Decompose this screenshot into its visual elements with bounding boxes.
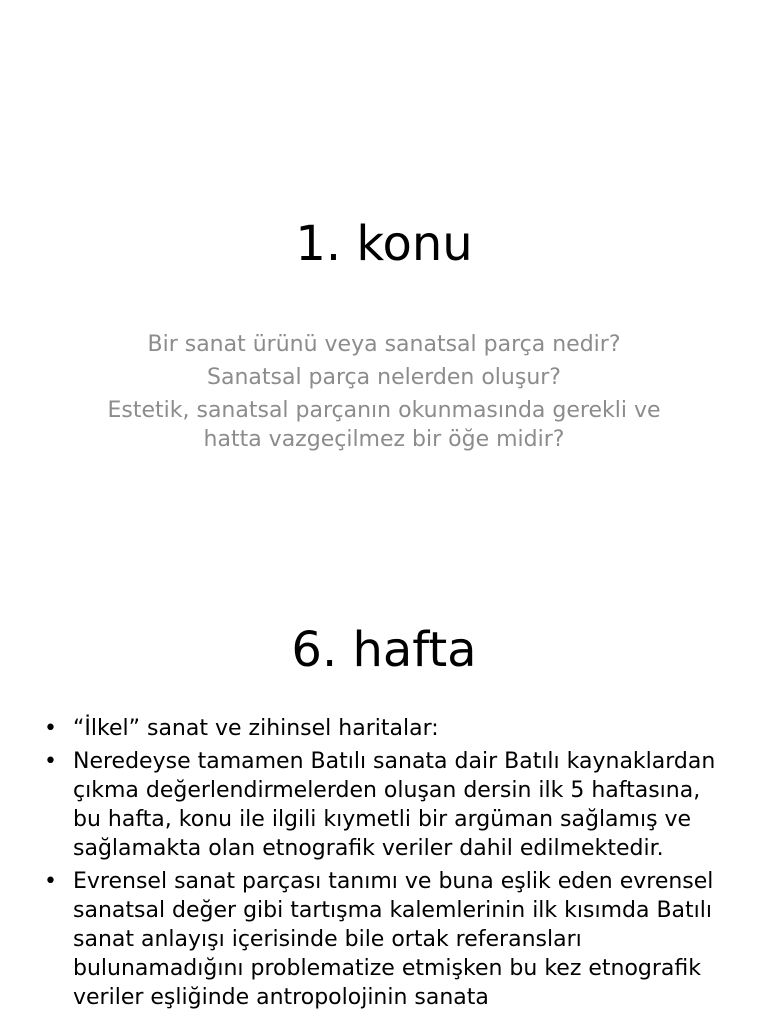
list-item-text: “İlkel” sanat ve zihinsel haritalar: (73, 716, 439, 741)
list-item-text: Neredeyse tamamen Batılı sanata dair Batılı kaynaklardan çıkma değerlendirmelerden oluşan dersin ilk 5 haftasına, bu hafta, konu ile ilgili kıymetli bir argüman sağlamış ve sağlamakta olan etnografik veriler dahil edilmektedir. (73, 749, 716, 861)
slide-2-title: 6. hafta (291, 622, 477, 678)
subtitle-line: Sanatsal parça nelerden oluşur? (207, 365, 561, 390)
slide-2 (0, 512, 768, 1024)
bullet-icon: • (44, 716, 57, 741)
bullet-list (44, 714, 734, 1016)
list-item (44, 867, 734, 1012)
list-item-text: Evrensel sanat parçası tanımı ve buna eşlik eden evrensel sanatsal değer gibi tartışma kalemlerinin ilk kısımda Batılı sanat anlayışı içerisinde bile ortak referansları bulunamadığını problematize etmişken bu kez etnografik veriler eşliğinde antropolojinin sanata (73, 869, 714, 1010)
subtitle-line: Bir sanat ürünü veya sanatsal parça nedir? (147, 332, 621, 357)
list-item (44, 747, 734, 863)
list-item (44, 714, 734, 743)
slide-1-title: 1. konu (295, 216, 473, 272)
slide-1-subtitle (84, 330, 684, 458)
subtitle-line: Estetik, sanatsal parçanın okunmasında gerekli ve hatta vazgeçilmez bir öğe midir? (107, 398, 661, 452)
bullet-icon: • (44, 749, 57, 774)
bullet-icon: • (44, 869, 57, 894)
